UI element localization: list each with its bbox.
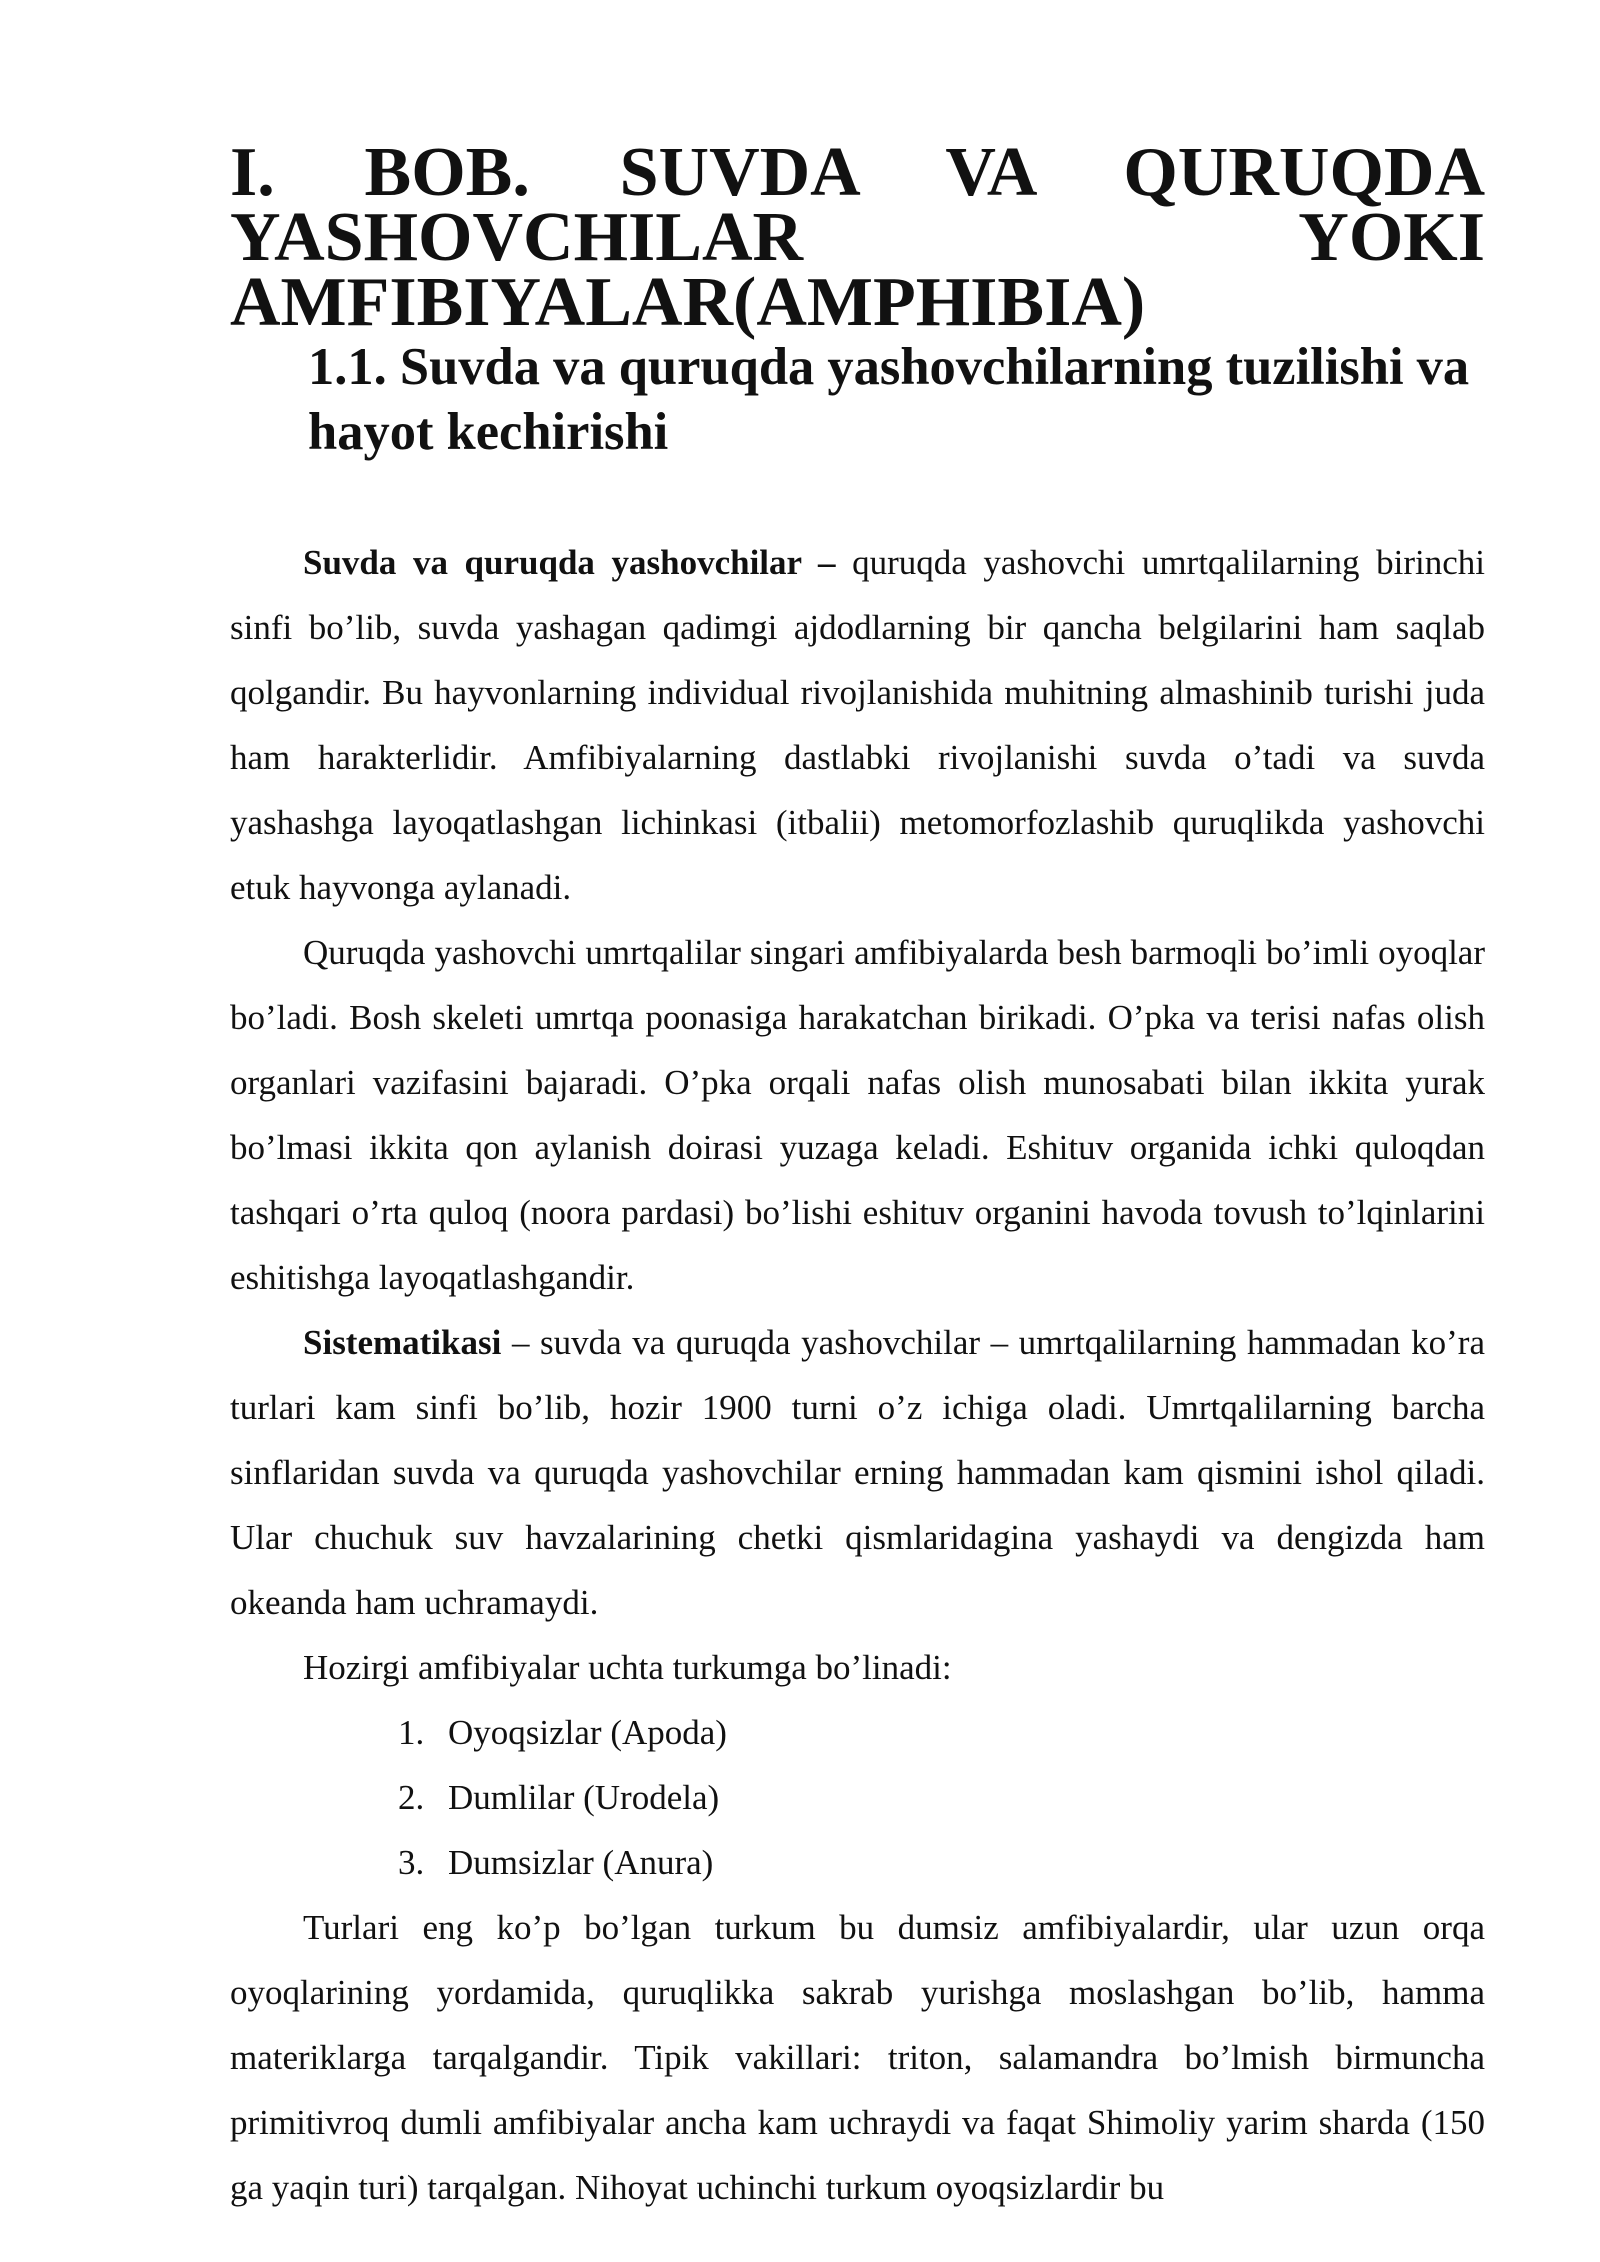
paragraph-anatomy: Quruqda yashovchi umrtqalilar singari amfibiyalarda besh barmoqli bo’imli oyoqlar bo’ladi. Bosh skeleti umrtqa poonasiga harakatchan birikadi. O’pka va terisi nafas olish organlari vazifasini bajaradi. O’pka orqali nafas olish munosabati bilan ikkita yurak bo’lmasi ikkita qon aylanish doirasi yuzaga keladi. Eshituv organida ichki quloqdan tashqari o’rta quloq (noora pardasi) bo’lishi eshituv organini havoda tovush to’lqinlarini eshitishga layoqatlashgandir. <box>230 933 1485 1297</box>
chapter-title-line2: AMFIBIYALAR(AMPHIBIA) <box>230 264 1146 341</box>
paragraph-systematics <box>230 1310 1485 1635</box>
list-item-label: Dumsizlar (Anura) <box>448 1843 714 1882</box>
list-item-label: Dumlilar (Urodela) <box>448 1778 720 1817</box>
paragraph-definition <box>230 530 1485 920</box>
list-item <box>230 1765 1485 1830</box>
list-number: 3. <box>398 1843 425 1882</box>
list-number: 1. <box>398 1713 425 1752</box>
paragraph-orders-intro: Hozirgi amfibiyalar uchta turkumga bo’linadi: <box>303 1648 952 1687</box>
term-bold: Sistematikasi <box>303 1323 502 1362</box>
document-page <box>230 134 1485 2220</box>
section-title: 1.1. Suvda va quruqda yashovchilarning tuzilishi va hayot kechirishi <box>308 338 1470 461</box>
paragraph-definition-text: quruqda yashovchi umrtqalilarning birinchi sinfi bo’lib, suvda yashagan qadimgi ajdodlarning bir qancha belgilarini ham saqlab qolgandir. Bu hayvonlarning individual rivojlanishida muhitning almashinib turishi juda ham harakterlidir. Amfibiyalarning dastlabki rivojlanishi suvda o’tadi va suvda yashashga layoqatlashgan lichinkasi (itbalii) metomorfozlashib quruqlikda yashovchi etuk hayvonga aylanadi. <box>230 543 1485 907</box>
spacer <box>230 465 1485 530</box>
paragraph-systematics-text: – suvda va quruqda yashovchilar – umrtqalilarning hammadan ko’ra turlari kam sinfi bo’lib, hozir 1900 turni o’z ichiga oladi. Umrtqalilarning barcha sinflaridan suvda va quruqda yashovchilar erning hammadan kam qismini ishol qiladi. Ular chuchuk suv havzalarining chetki qismlaridagina yashaydi va dengizda ham okeanda ham uchramaydi. <box>230 1323 1485 1622</box>
list-item-label: Oyoqsizlar (Apoda) <box>448 1713 727 1752</box>
chapter-title <box>230 134 1485 341</box>
chapter-title-line1: I. BOB. SUVDA VA QURUQDA YASHOVCHILAR YOKI <box>230 134 1485 276</box>
list-item <box>230 1700 1485 1765</box>
list-number: 2. <box>398 1778 425 1817</box>
term-bold: Suvda va quruqda yashovchilar – <box>303 543 836 582</box>
paragraph-anura: Turlari eng ko’p bo’lgan turkum bu dumsiz amfibiyalardir, ular uzun orqa oyoqlarining yordamida, quruqlikka sakrab yurishga moslashgan bo’lib, hamma materiklarga tarqalgandir. Tipik vakillari: triton, salamandra bo’lmish birmuncha primitivroq dumli amfibiyalar ancha kam uchraydi va faqat Shimoliy yarim sharda (150 ga yaqin turi) tarqalgan. Nihoyat uchinchi turkum oyoqsizlardir bu <box>230 1908 1485 2207</box>
orders-list <box>230 1700 1485 1895</box>
list-item <box>230 1830 1485 1895</box>
